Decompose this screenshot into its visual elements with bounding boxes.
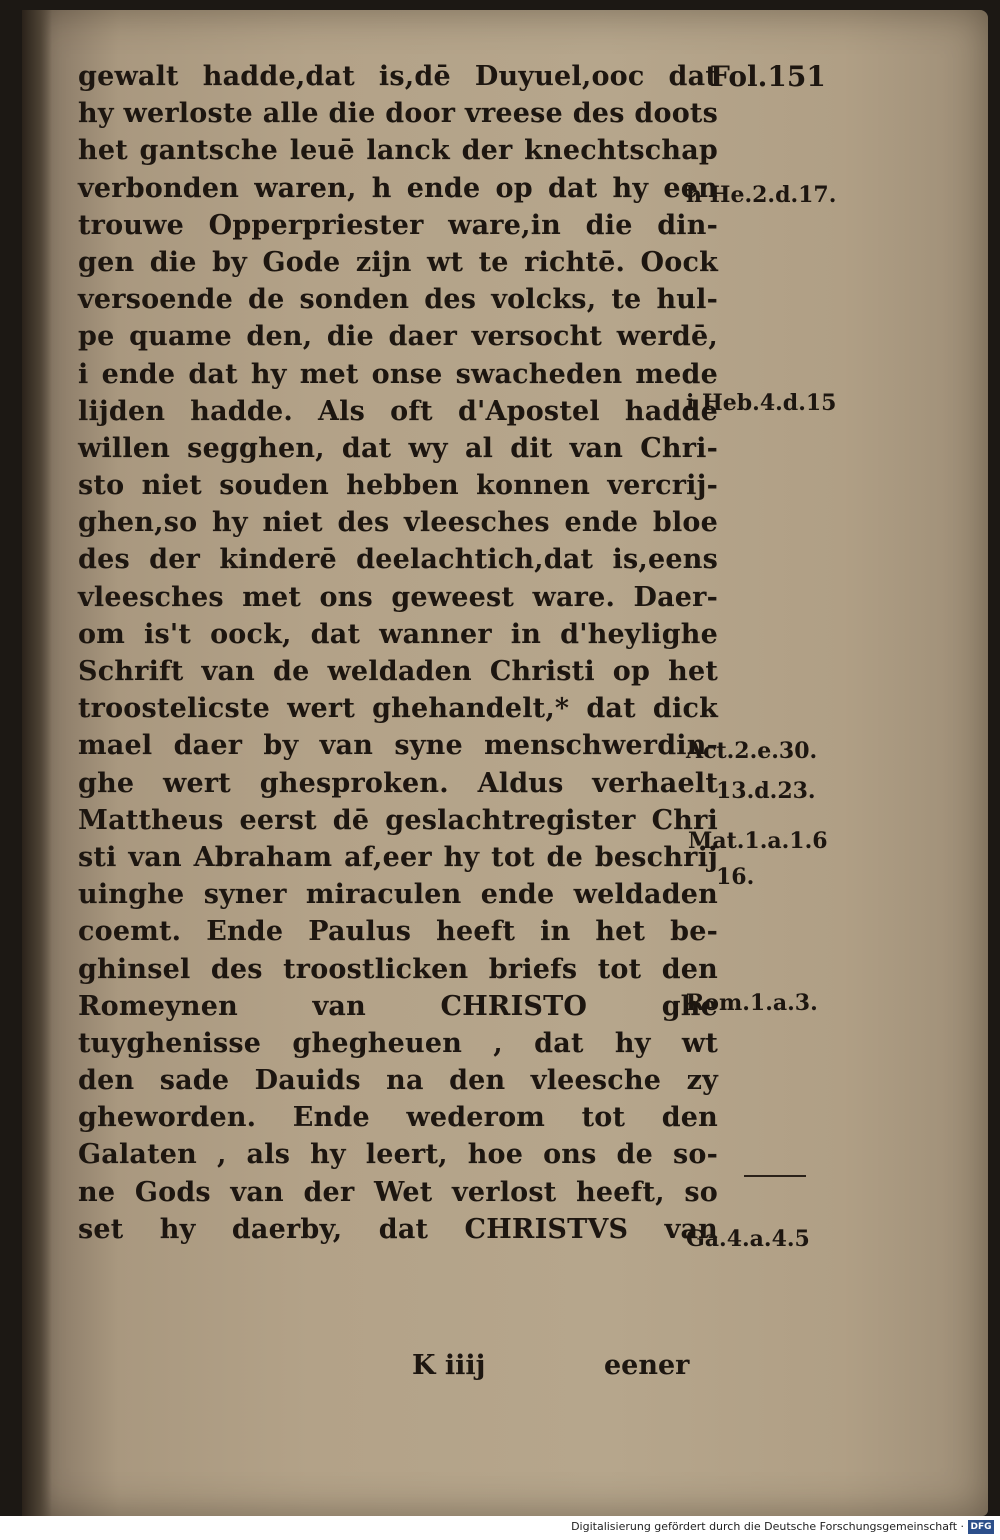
text-line: gen die by Gode zijn wt te richtē. Oock xyxy=(78,246,718,278)
margin-note-hebrews-2: h He.2.d.17. xyxy=(686,182,837,208)
text-line: gewalt hadde,dat is,dē Duyuel,ooc dat xyxy=(78,61,718,92)
margin-note-matthew-1: Mat.1.a.1.6 xyxy=(688,828,828,854)
text-line: ghe wert ghesproken. Aldus verhaelt xyxy=(78,767,718,799)
text-line: sto niet souden hebben konnen vercrij- xyxy=(78,470,718,502)
margin-note-acts-13: 13.d.23. xyxy=(716,778,816,804)
text-line: Schrift van de weldaden Christi op het xyxy=(78,656,718,687)
book-page xyxy=(22,10,988,1516)
dfg-logo-icon: DFG xyxy=(968,1520,994,1534)
text-line: ghen,so hy niet des vleesches ende bloe xyxy=(78,507,718,539)
text-line: versoende de sonden des volcks, te hul- xyxy=(78,284,718,316)
margin-note-acts-2: Act.2.e.30. xyxy=(686,738,818,764)
text-line: uinghe syner miraculen ende weldaden xyxy=(78,879,718,911)
signature-mark: K iiij xyxy=(412,1350,486,1381)
catchword: eener xyxy=(604,1350,690,1381)
text-line: sti van Abraham af,eer hy tot de beschrij xyxy=(78,841,718,873)
margin-note-romans-1: Rom.1.a.3. xyxy=(686,990,818,1016)
footer-credit: Digitalisierung gefördert durch die Deutsche Forschungsgemeinschaft · xyxy=(571,1520,964,1533)
text-line: set hy daerby, dat CHRISTVS van xyxy=(78,1213,718,1245)
folio-number: Fol.151 xyxy=(710,60,826,93)
text-line: trouwe Opperpriester ware,in die din- xyxy=(78,209,718,241)
text-line: om is't oock, dat wanner in d'heylighe xyxy=(78,618,718,650)
text-line: i ende dat hy met onse swacheden mede xyxy=(78,358,718,390)
text-line: tuyghenisse ghegheuen , dat hy wt xyxy=(78,1027,718,1059)
text-line: ne Gods van der Wet verlost heeft, so xyxy=(78,1176,718,1208)
margin-note-galatians-4: Ga.4.a.4.5 xyxy=(686,1226,810,1252)
text-line: mael daer by van syne menschwerdin- xyxy=(78,730,718,762)
text-line: ghinsel des troostlicken briefs tot den xyxy=(78,953,718,985)
margin-rule xyxy=(744,1175,806,1177)
main-text-block xyxy=(78,58,718,1248)
text-line: troostelicste wert ghehandelt,* dat dick xyxy=(78,693,718,725)
text-line: het gantsche leuē lanck der knechtschap xyxy=(78,135,718,167)
text-line: willen segghen, dat wy al dit van Chri- xyxy=(78,432,718,464)
text-line: lijden hadde. Als oft d'Apostel hadde xyxy=(78,395,718,427)
text-line: hy werloste alle die door vreese des doots xyxy=(78,98,718,130)
text-line: gheworden. Ende wederom tot den xyxy=(78,1102,718,1134)
text-line: vleesches met ons geweest ware. Daer- xyxy=(78,581,718,613)
text-line: verbonden waren, h ende op dat hy een xyxy=(78,172,718,204)
digitization-footer xyxy=(0,1516,1000,1540)
text-line: den sade Dauids na den vleesche zy xyxy=(78,1065,718,1097)
text-line: des der kinderē deelachtich,dat is,eens xyxy=(78,544,718,576)
margin-note-matthew-16: 16. xyxy=(716,864,755,890)
book-spine-shadow xyxy=(22,10,52,1516)
text-line: Galaten , als hy leert, hoe ons de so- xyxy=(78,1139,718,1171)
text-line: Romeynen van CHRISTO ghe xyxy=(78,990,718,1022)
margin-note-hebrews-4: i Heb.4.d.15 xyxy=(686,390,837,416)
text-line: pe quame den, die daer versocht werdē, xyxy=(78,321,718,353)
text-line: Mattheus eerst dē geslachtregister Chri xyxy=(78,804,718,836)
text-line: coemt. Ende Paulus heeft in het be- xyxy=(78,916,718,948)
